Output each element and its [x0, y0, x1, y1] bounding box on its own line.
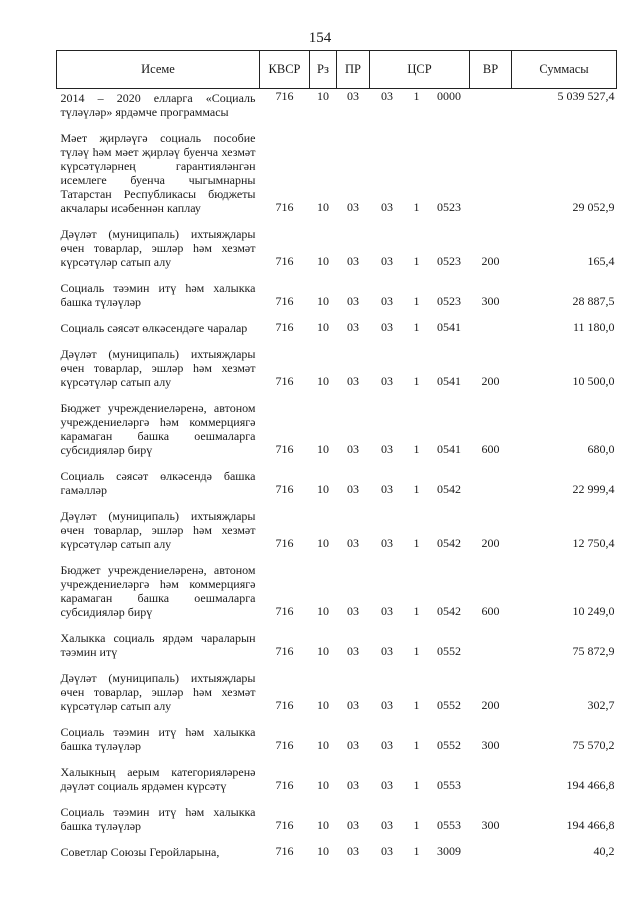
row-csr-part3: 0552 — [437, 644, 461, 658]
table-row — [57, 467, 617, 500]
row-sum: 28 887,5 — [572, 294, 615, 308]
row-sum: 194 466,8 — [566, 778, 615, 792]
row-spacer-cell — [57, 622, 617, 629]
row-spacer — [57, 312, 617, 319]
row-spacer — [57, 122, 617, 129]
table-row — [57, 803, 617, 836]
row-pr: 03 — [347, 778, 359, 792]
row-name: Социаль тәэмин итү һәм халыкка башка түләүләр — [60, 281, 256, 309]
row-csr-part2: 1 — [413, 294, 420, 308]
row-sum: 22 999,4 — [572, 482, 615, 496]
row-csr-part3: 0542 — [437, 536, 461, 550]
row-csr-part1: 03 — [381, 644, 393, 658]
row-csr-part2: 1 — [413, 536, 420, 550]
row-csr-part1: 03 — [381, 698, 393, 712]
row-csr-part1: 03 — [381, 738, 393, 752]
table-row — [57, 319, 617, 338]
header-rz: Рз — [310, 51, 337, 89]
table-row — [57, 399, 617, 460]
row-vr — [470, 763, 512, 796]
row-name: 2014 – 2020 елларга «Социаль түләүләр» ярдәмче программасы — [60, 91, 256, 119]
row-spacer-cell — [57, 312, 617, 319]
row-csr-part3: 3009 — [437, 844, 461, 858]
row-pr: 03 — [347, 442, 359, 456]
table-row — [57, 669, 617, 716]
row-spacer — [57, 218, 617, 225]
row-spacer — [57, 836, 617, 843]
row-kvsr: 716 — [275, 738, 294, 752]
row-csr-part2: 1 — [413, 442, 420, 456]
row-name: Дәүләт (муниципаль) ихтыяҗлары өчен товарлар, эшләр һәм хезмәт күрсәтүләр сатып алу — [60, 347, 256, 389]
row-spacer — [57, 554, 617, 561]
row-sum: 194 466,8 — [566, 818, 615, 832]
table-row — [57, 561, 617, 622]
row-kvsr: 716 — [275, 644, 294, 658]
row-spacer-cell — [57, 500, 617, 507]
row-spacer-cell — [57, 756, 617, 763]
row-kvsr: 716 — [275, 778, 294, 792]
row-csr-part3: 0523 — [437, 200, 461, 214]
row-csr-part1: 03 — [381, 254, 393, 268]
row-vr — [470, 843, 512, 862]
row-sum: 29 052,9 — [572, 200, 615, 214]
row-csr-part3: 0552 — [437, 738, 461, 752]
row-name: Мәет җирләүгә социаль пособие түләү һәм мәет җирләү буенча хезмәт күрсәтүләрнең гарантияләнгән исемлеге буенча чыгымнарны Татарстан Республикасы бюджеты акчалары исәбеннән каплау — [60, 131, 256, 215]
row-csr-part1: 03 — [381, 442, 393, 456]
header-kvsr: КВСР — [260, 51, 310, 89]
row-sum: 75 872,9 — [572, 644, 615, 658]
table-row — [57, 507, 617, 554]
row-kvsr: 716 — [275, 604, 294, 618]
row-pr: 03 — [347, 200, 359, 214]
row-name: Халыкның аерым категорияләренә дәүләт социаль ярдәмен күрсәтү — [60, 765, 256, 793]
row-kvsr: 716 — [275, 818, 294, 832]
row-spacer-cell — [57, 392, 617, 399]
row-pr: 03 — [347, 320, 359, 334]
row-spacer-cell — [57, 662, 617, 669]
row-csr-part2: 1 — [413, 254, 420, 268]
row-pr: 03 — [347, 844, 359, 858]
table-row — [57, 763, 617, 796]
row-rz: 10 — [317, 482, 329, 496]
row-csr-part2: 1 — [413, 604, 420, 618]
row-vr — [470, 629, 512, 662]
row-vr — [470, 319, 512, 338]
row-kvsr: 716 — [275, 442, 294, 456]
row-sum: 680,0 — [587, 442, 615, 456]
row-name: Бюджет учреждениеләренә, автоном учреждениеләргә һәм коммерциягә карамаган башка оешмаларга субсидияләр бирү — [60, 401, 256, 457]
row-pr: 03 — [347, 604, 359, 618]
row-vr: 300 — [481, 818, 500, 832]
row-sum: 10 500,0 — [572, 374, 615, 388]
header-name: Исеме — [57, 51, 260, 89]
row-vr — [470, 467, 512, 500]
row-csr-part2: 1 — [413, 818, 420, 832]
row-kvsr: 716 — [275, 698, 294, 712]
row-name: Социаль тәэмин итү һәм халыкка башка түләүләр — [60, 725, 256, 753]
row-name: Дәүләт (муниципаль) ихтыяҗлары өчен товарлар, эшләр һәм хезмәт күрсәтүләр сатып алу — [60, 227, 256, 269]
row-sum: 12 750,4 — [572, 536, 615, 550]
row-csr-part1: 03 — [381, 320, 393, 334]
row-csr-part3: 0541 — [437, 442, 461, 456]
table-row — [57, 279, 617, 312]
table-row — [57, 629, 617, 662]
row-vr — [470, 129, 512, 218]
row-vr: 200 — [481, 254, 500, 268]
row-pr: 03 — [347, 89, 359, 103]
row-vr: 200 — [481, 536, 500, 550]
row-spacer-cell — [57, 796, 617, 803]
row-vr: 200 — [481, 374, 500, 388]
row-spacer-cell — [57, 716, 617, 723]
row-rz: 10 — [317, 200, 329, 214]
table-row — [57, 723, 617, 756]
row-spacer-cell — [57, 218, 617, 225]
row-spacer-cell — [57, 460, 617, 467]
row-rz: 10 — [317, 604, 329, 618]
row-sum: 40,2 — [593, 844, 615, 858]
row-name: Советлар Союзы Геройларына, — [60, 845, 220, 859]
table-row — [57, 345, 617, 392]
row-csr-part2: 1 — [413, 698, 420, 712]
header-vr: ВР — [470, 51, 512, 89]
row-csr-part3: 0542 — [437, 604, 461, 618]
row-rz: 10 — [317, 89, 329, 103]
row-csr-part3: 0523 — [437, 254, 461, 268]
row-pr: 03 — [347, 482, 359, 496]
row-pr: 03 — [347, 374, 359, 388]
row-rz: 10 — [317, 844, 329, 858]
row-vr: 200 — [481, 698, 500, 712]
row-rz: 10 — [317, 738, 329, 752]
row-csr-part1: 03 — [381, 818, 393, 832]
row-rz: 10 — [317, 374, 329, 388]
row-rz: 10 — [317, 778, 329, 792]
row-spacer — [57, 796, 617, 803]
row-csr-part3: 0541 — [437, 374, 461, 388]
row-name: Дәүләт (муниципаль) ихтыяҗлары өчен товарлар, эшләр һәм хезмәт күрсәтүләр сатып алу — [60, 671, 256, 713]
row-kvsr: 716 — [275, 89, 294, 103]
row-pr: 03 — [347, 294, 359, 308]
row-sum: 165,4 — [587, 254, 615, 268]
budget-table — [56, 50, 617, 862]
row-vr — [470, 89, 512, 123]
row-pr: 03 — [347, 536, 359, 550]
row-spacer — [57, 622, 617, 629]
table-row — [57, 89, 617, 123]
row-sum: 5 039 527,4 — [557, 89, 615, 103]
row-csr-part2: 1 — [413, 644, 420, 658]
table-header-row — [57, 51, 617, 89]
header-pr: ПР — [337, 51, 370, 89]
row-csr-part1: 03 — [381, 200, 393, 214]
row-vr: 600 — [481, 604, 500, 618]
row-spacer-cell — [57, 122, 617, 129]
header-sum: Суммасы — [512, 51, 617, 89]
row-spacer — [57, 500, 617, 507]
row-csr-part3: 0552 — [437, 698, 461, 712]
header-csr: ЦСР — [370, 51, 470, 89]
row-kvsr: 716 — [275, 482, 294, 496]
row-csr-part2: 1 — [413, 738, 420, 752]
table-row — [57, 225, 617, 272]
row-pr: 03 — [347, 738, 359, 752]
row-csr-part3: 0523 — [437, 294, 461, 308]
row-spacer — [57, 756, 617, 763]
row-csr-part1: 03 — [381, 294, 393, 308]
row-rz: 10 — [317, 254, 329, 268]
row-csr-part1: 03 — [381, 374, 393, 388]
table-row — [57, 129, 617, 218]
row-spacer — [57, 460, 617, 467]
row-kvsr: 716 — [275, 844, 294, 858]
row-csr-part2: 1 — [413, 374, 420, 388]
row-rz: 10 — [317, 818, 329, 832]
row-name: Халыкка социаль ярдәм чараларын тәэмин итү — [60, 631, 256, 659]
row-spacer — [57, 272, 617, 279]
row-pr: 03 — [347, 644, 359, 658]
row-csr-part1: 03 — [381, 536, 393, 550]
row-csr-part1: 03 — [381, 89, 393, 103]
row-pr: 03 — [347, 254, 359, 268]
table-row — [57, 843, 617, 862]
row-sum: 10 249,0 — [572, 604, 615, 618]
row-rz: 10 — [317, 442, 329, 456]
row-rz: 10 — [317, 698, 329, 712]
row-rz: 10 — [317, 294, 329, 308]
row-csr-part3: 0553 — [437, 778, 461, 792]
row-name: Социаль сәясәт өлкәсендә башка гамәлләр — [60, 469, 256, 497]
row-vr: 600 — [481, 442, 500, 456]
row-kvsr: 716 — [275, 254, 294, 268]
row-kvsr: 716 — [275, 294, 294, 308]
row-spacer — [57, 392, 617, 399]
row-name: Социаль сәясәт өлкәсендәге чаралар — [60, 321, 248, 335]
row-csr-part2: 1 — [413, 89, 420, 103]
row-name: Дәүләт (муниципаль) ихтыяҗлары өчен товарлар, эшләр һәм хезмәт күрсәтүләр сатып алу — [60, 509, 256, 551]
row-csr-part3: 0541 — [437, 320, 461, 334]
page-number: 154 — [308, 30, 332, 46]
row-csr-part1: 03 — [381, 604, 393, 618]
row-csr-part1: 03 — [381, 778, 393, 792]
row-csr-part3: 0553 — [437, 818, 461, 832]
row-spacer — [57, 716, 617, 723]
row-kvsr: 716 — [275, 536, 294, 550]
row-spacer — [57, 662, 617, 669]
row-csr-part2: 1 — [413, 320, 420, 334]
row-csr-part2: 1 — [413, 482, 420, 496]
row-vr: 300 — [481, 294, 500, 308]
row-name: Бюджет учреждениеләренә, автоном учреждениеләргә һәм коммерциягә карамаган башка оешмаларга субсидияләр бирү — [60, 563, 256, 619]
row-csr-part1: 03 — [381, 482, 393, 496]
row-vr: 300 — [481, 738, 500, 752]
row-csr-part2: 1 — [413, 778, 420, 792]
row-csr-part1: 03 — [381, 844, 393, 858]
row-kvsr: 716 — [275, 200, 294, 214]
row-spacer-cell — [57, 554, 617, 561]
row-sum: 11 180,0 — [572, 320, 615, 334]
row-csr-part2: 1 — [413, 200, 420, 214]
row-name: Социаль тәэмин итү һәм халыкка башка түләүләр — [60, 805, 256, 833]
row-csr-part3: 0000 — [437, 89, 461, 103]
row-pr: 03 — [347, 818, 359, 832]
row-spacer-cell — [57, 338, 617, 345]
table-body — [57, 89, 617, 863]
row-sum: 302,7 — [587, 698, 615, 712]
row-csr-part2: 1 — [413, 844, 420, 858]
row-rz: 10 — [317, 320, 329, 334]
row-spacer — [57, 338, 617, 345]
row-kvsr: 716 — [275, 320, 294, 334]
row-spacer-cell — [57, 272, 617, 279]
row-csr-part3: 0542 — [437, 482, 461, 496]
row-rz: 10 — [317, 644, 329, 658]
row-sum: 75 570,2 — [572, 738, 615, 752]
row-rz: 10 — [317, 536, 329, 550]
row-spacer-cell — [57, 836, 617, 843]
row-pr: 03 — [347, 698, 359, 712]
row-kvsr: 716 — [275, 374, 294, 388]
